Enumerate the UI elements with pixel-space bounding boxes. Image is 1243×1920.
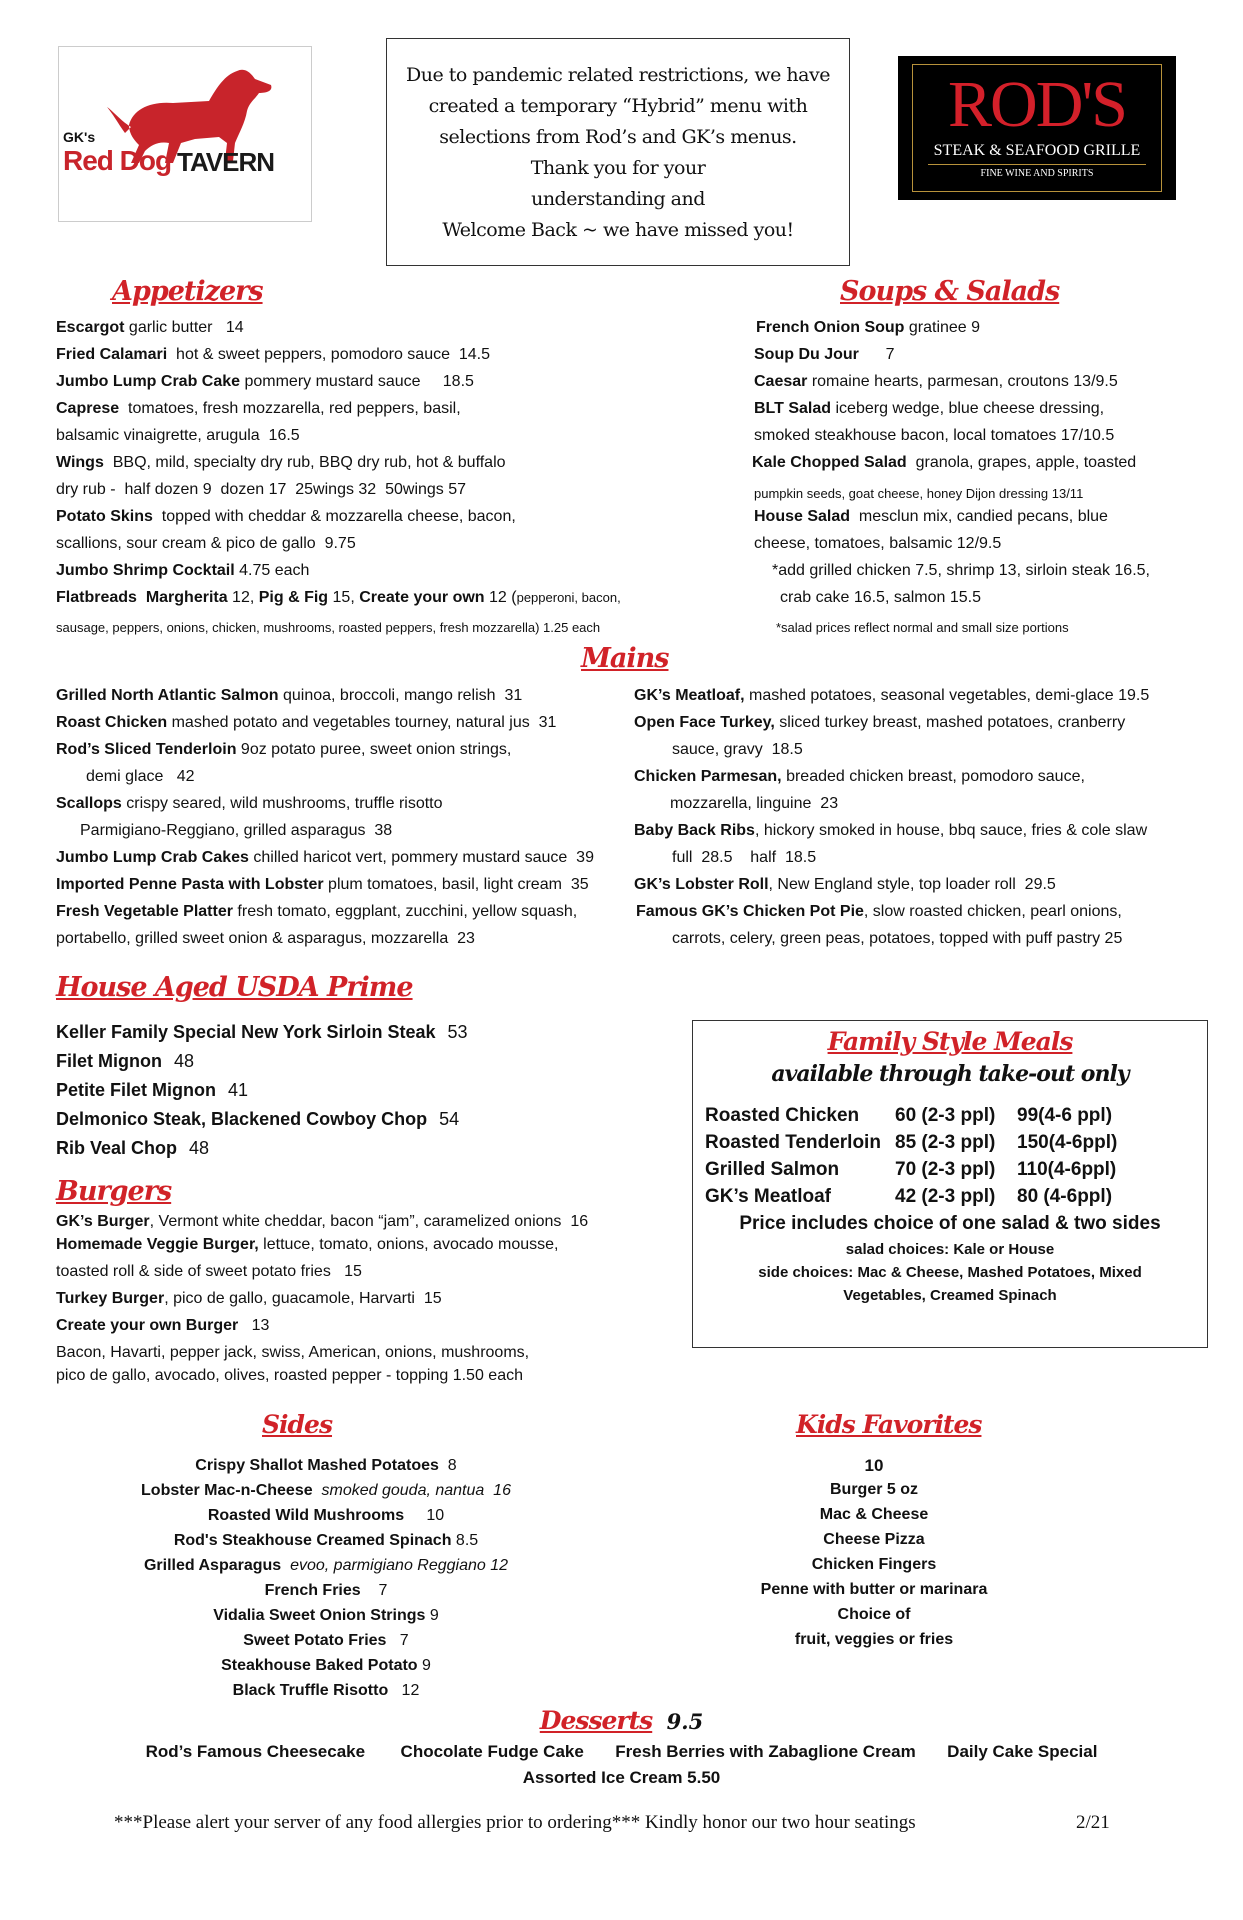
red-dog-icon <box>59 47 311 221</box>
menu-date: 2/21 <box>1076 1812 1110 1833</box>
desserts-title: Desserts <box>539 1706 653 1735</box>
kids-item: Burger 5 oz <box>829 1481 918 1498</box>
prime-item-name: Petite Filet Mignon <box>56 1080 216 1100</box>
item-name: Jumbo Shrimp Cocktail <box>56 562 235 579</box>
item-desc: granola, grapes, apple, toasted <box>906 454 1137 471</box>
item-desc: 7 <box>386 1632 409 1649</box>
family-salad-choices: salad choices: Kale or House <box>845 1241 1055 1258</box>
item-name: Steakhouse Baked Potato <box>221 1657 418 1674</box>
item-name: House Salad <box>754 508 851 525</box>
item-name: Caesar <box>754 373 808 390</box>
side-item <box>0 1631 652 1651</box>
item-desc: tomatoes, fresh mozzarella, red peppers, basil, <box>119 400 461 417</box>
item-desc: crispy seared, wild mushrooms, truffle risotto <box>121 795 443 812</box>
prime-item-name: Keller Family Special New York Sirloin Steak <box>56 1022 436 1042</box>
item-desc: plum tomatoes, basil, light cream 35 <box>323 876 589 893</box>
item-name: Rod's Steakhouse Creamed Spinach <box>173 1532 452 1549</box>
desserts-items <box>0 1742 1243 1762</box>
item-desc: 9oz potato puree, sweet onion strings, <box>236 741 512 758</box>
item-name: Roast Chicken <box>56 714 168 731</box>
prime-item-price: 48 <box>173 1051 195 1071</box>
flatbreads-line <box>56 588 621 608</box>
kids-item: Choice of <box>837 1606 911 1623</box>
soup-salad-line <box>754 507 1108 527</box>
side-item <box>0 1606 652 1626</box>
item-desc: sliced turkey breast, mashed potatoes, cranberry <box>774 714 1126 731</box>
prime-item <box>56 1080 248 1101</box>
side-item <box>0 1681 652 1701</box>
item-name: GK’s Meatloaf, <box>634 687 745 704</box>
appetizer-line <box>56 399 461 419</box>
logo-rods-name: ROD'S <box>948 68 1126 141</box>
family-style-box <box>692 1020 1208 1348</box>
burgers-title: Burgers <box>56 1176 172 1207</box>
soup-salad-line <box>752 453 1136 473</box>
dessert-item: Fresh Berries with Zabaglione Cream <box>615 1742 916 1761</box>
item-name: Escargot <box>56 319 125 336</box>
main-line <box>56 713 556 733</box>
main-line <box>80 821 392 841</box>
prime-item <box>56 1109 459 1130</box>
side-item <box>0 1456 652 1476</box>
logo-rods-line1: STEAK & SEAFOOD GRILLE <box>933 142 1141 159</box>
pandemic-notice <box>386 38 850 266</box>
item-name: Chicken Parmesan, <box>634 768 782 785</box>
family-meal-small: 60 (2-3 ppl) <box>895 1105 996 1126</box>
item-desc: balsamic vinaigrette, arugula 16.5 <box>56 427 300 444</box>
item-desc: chilled haricot vert, pommery mustard sauce 39 <box>248 849 594 866</box>
burger-line <box>56 1366 523 1386</box>
item-name: Imported Penne Pasta with Lobster <box>56 876 324 893</box>
item-desc: mesclun mix, candied pecans, blue <box>850 508 1108 525</box>
main-line <box>670 794 838 814</box>
burger-line <box>56 1235 558 1255</box>
item-desc: , hickory smoked in house, bbq sauce, fries & cole slaw <box>754 822 1148 839</box>
item-name: BLT Salad <box>754 400 832 417</box>
item-name: French Onion Soup <box>756 319 905 336</box>
item-desc: hot & sweet peppers, pomodoro sauce 14.5 <box>167 346 491 363</box>
flatbread-name: Margherita <box>145 589 228 606</box>
item-desc: , slow roasted chicken, pearl onions, <box>863 903 1122 920</box>
kids-price: 10 <box>864 1456 884 1475</box>
item-desc: topped with cheddar & mozzarella cheese, bacon, <box>152 508 516 525</box>
family-subtitle: available through take-out only <box>771 1061 1129 1087</box>
flatbreads-line-2: sausage, peppers, onions, chicken, mushrooms, roasted peppers, fresh mozzarella) 1.25 each <box>56 620 601 635</box>
item-name: Fried Calamari <box>56 346 168 363</box>
item-desc: demi glace 42 <box>86 768 195 785</box>
kids-item: fruit, veggies or fries <box>794 1631 954 1648</box>
appetizer-line <box>56 534 356 554</box>
main-line <box>634 767 1085 787</box>
appetizer-line <box>56 453 506 473</box>
family-meal-large: 80 (4-6ppl) <box>1017 1186 1113 1207</box>
item-name: Vidalia Sweet Onion Strings <box>213 1607 426 1624</box>
main-line <box>634 686 1149 706</box>
dessert-item: Rod’s Famous Cheesecake <box>145 1742 366 1761</box>
item-desc: 7 <box>858 346 895 363</box>
item-name: Scallops <box>56 795 122 812</box>
item-desc: 9 <box>425 1607 439 1624</box>
prime-item-price: 54 <box>439 1109 460 1129</box>
item-desc: BBQ, mild, specialty dry rub, BBQ dry rub, hot & buffalo <box>103 454 506 471</box>
appetizer-line <box>56 480 466 500</box>
allergy-note: ***Please alert your server of any food allergies prior to ordering*** Kindly honor our two hour seatings <box>114 1812 916 1833</box>
soup-salad-line <box>772 561 1150 581</box>
flatbread-detail: 12 ( <box>484 589 517 606</box>
kids-item: Cheese Pizza <box>823 1531 925 1548</box>
kids-title: Kids Favorites <box>796 1410 982 1439</box>
prime-item <box>56 1138 209 1159</box>
appetizer-line <box>56 372 474 392</box>
family-meal-small: 42 (2-3 ppl) <box>895 1186 996 1207</box>
item-desc: dry rub - half dozen 9 dozen 17 25wings 32 50wings 57 <box>56 481 467 498</box>
item-desc: romaine hearts, parmesan, croutons 13/9.5 <box>807 373 1118 390</box>
soup-salad-line <box>754 399 1104 419</box>
soup-salad-line <box>754 534 1001 554</box>
family-title: Family Style Meals <box>827 1027 1073 1056</box>
item-desc: carrots, celery, green peas, potatoes, topped with puff pastry 25 <box>672 930 1123 947</box>
kids-item: Chicken Fingers <box>811 1556 937 1573</box>
burger-line <box>56 1262 362 1282</box>
item-name: Create your own Burger <box>56 1317 239 1334</box>
item-desc: smoked steakhouse bacon, local tomatoes 17/10.5 <box>754 427 1115 444</box>
item-desc: 8.5 <box>451 1532 479 1549</box>
item-desc: fresh tomato, eggplant, zucchini, yellow squash, <box>232 903 578 920</box>
item-desc: 7 <box>360 1582 388 1599</box>
side-item <box>0 1481 652 1501</box>
item-desc: 4.75 each <box>234 562 310 579</box>
item-desc: *add grilled chicken 7.5, shrimp 13, sirloin steak 16.5, <box>772 562 1150 579</box>
family-side-choices-2: Vegetables, Creamed Spinach <box>843 1287 1057 1304</box>
main-line <box>634 713 1125 733</box>
notice-line: selections from Rod’s and GK’s menus. <box>439 126 797 148</box>
prime-item-name: Delmonico Steak, Blackened Cowboy Chop <box>56 1109 428 1129</box>
notice-line: understanding and <box>531 188 705 210</box>
flatbread-detail: pepperoni, bacon, <box>516 590 621 605</box>
flatbread-name: Flatbreads <box>56 589 137 606</box>
item-desc: garlic butter 14 <box>124 319 244 336</box>
notice-line: Due to pandemic related restrictions, we have <box>406 64 830 86</box>
item-desc: , New England style, top loader roll 29.5 <box>768 876 1056 893</box>
flatbread-detail: 12, <box>227 589 259 606</box>
main-line <box>56 794 443 814</box>
desserts-header <box>0 1706 1243 1735</box>
desserts-extra: Assorted Ice Cream 5.50 <box>522 1768 721 1787</box>
item-desc: quinoa, broccoli, mango relish 31 <box>278 687 523 704</box>
item-name: Baby Back Ribs <box>634 822 755 839</box>
item-desc: , Vermont white cheddar, bacon “jam”, caramelized onions 16 <box>149 1213 589 1230</box>
logo-rods-line2: FINE WINE AND SPIRITS <box>980 168 1094 179</box>
soup-salad-line <box>754 345 894 365</box>
salad-note: *salad prices reflect normal and small size portions <box>776 620 1069 635</box>
item-detail: evoo, parmigiano Reggiano 12 <box>281 1557 509 1574</box>
notice-line: created a temporary “Hybrid” menu with <box>428 95 808 117</box>
soup-salad-line <box>780 588 981 608</box>
prime-title: House Aged USDA Prime <box>56 972 413 1003</box>
item-desc: 10 <box>404 1507 445 1524</box>
kids-item: Penne with butter or marinara <box>760 1581 988 1598</box>
item-desc: 12 <box>388 1682 420 1699</box>
burger-line <box>56 1343 529 1363</box>
burger-line <box>56 1289 442 1309</box>
desserts-price: 9.5 <box>666 1709 704 1734</box>
side-item <box>0 1506 652 1526</box>
appetizer-line <box>56 345 490 365</box>
appetizer-line <box>56 561 309 581</box>
item-name: Rod’s Sliced Tenderloin <box>56 741 237 758</box>
item-desc: portabello, grilled sweet onion & asparagus, mozzarella 23 <box>56 930 475 947</box>
item-desc: mashed potatoes, seasonal vegetables, demi-glace 19.5 <box>744 687 1150 704</box>
main-line <box>672 740 803 760</box>
prime-item <box>56 1051 194 1072</box>
logo-divider <box>928 164 1146 165</box>
main-line <box>634 875 1056 895</box>
prime-item-price: 48 <box>189 1138 210 1158</box>
family-meal-name: Roasted Chicken <box>705 1105 860 1126</box>
main-line <box>56 929 475 949</box>
family-meal-large: 99(4-6 ppl) <box>1017 1105 1113 1126</box>
item-desc: 9 <box>417 1657 431 1674</box>
item-desc: mashed potato and vegetables tourney, natural jus 31 <box>167 714 557 731</box>
item-desc: iceberg wedge, blue cheese dressing, <box>831 400 1105 417</box>
main-line <box>86 767 195 787</box>
prime-item-price: 53 <box>447 1022 468 1042</box>
red-dog-tavern-logo <box>58 46 312 222</box>
flatbread-name: Pig & Fig <box>258 589 329 606</box>
main-line <box>56 740 511 760</box>
item-desc: gratinee 9 <box>904 319 981 336</box>
burger-line <box>56 1212 588 1232</box>
item-desc: 13 <box>238 1317 270 1334</box>
item-desc: Parmigiano-Reggiano, grilled asparagus 38 <box>80 822 393 839</box>
soup-salad-line <box>756 318 980 338</box>
main-line <box>634 821 1147 841</box>
item-desc: , pico de gallo, guacamole, Harvarti 15 <box>164 1290 442 1307</box>
item-name: French Fries <box>264 1582 361 1599</box>
item-name: Fresh Vegetable Platter <box>56 903 233 920</box>
side-item <box>0 1581 652 1601</box>
main-line <box>56 686 522 706</box>
family-meal-small: 70 (2-3 ppl) <box>895 1159 996 1180</box>
item-name: Potato Skins <box>56 508 153 525</box>
side-item <box>0 1531 652 1551</box>
side-item <box>0 1656 652 1676</box>
item-name: Roasted Wild Mushrooms <box>207 1507 405 1524</box>
item-name: Caprese <box>56 400 120 417</box>
item-detail: smoked gouda, nantua 16 <box>312 1482 511 1499</box>
mains-title: Mains <box>581 643 669 674</box>
item-desc: scallions, sour cream & pico de gallo 9.75 <box>56 535 356 552</box>
main-line <box>672 848 816 868</box>
item-name: Black Truffle Risotto <box>232 1682 389 1699</box>
soup-salad-line <box>754 426 1114 446</box>
item-desc: toasted roll & side of sweet potato fries 15 <box>56 1263 362 1280</box>
item-name: Grilled Asparagus <box>143 1557 282 1574</box>
flatbread-detail <box>137 589 146 606</box>
family-meal-name: Roasted Tenderloin <box>705 1132 881 1153</box>
family-meal-small: 85 (2-3 ppl) <box>895 1132 996 1153</box>
kale-salad-line-2: pumpkin seeds, goat cheese, honey Dijon dressing 13/11 <box>754 486 1084 501</box>
item-desc: mozzarella, linguine 23 <box>670 795 839 812</box>
main-line <box>672 929 1122 949</box>
item-name: Open Face Turkey, <box>634 714 775 731</box>
main-line <box>56 902 577 922</box>
soup-salad-line <box>754 372 1118 392</box>
item-desc: 8 <box>438 1457 457 1474</box>
main-line <box>636 902 1122 922</box>
appetizers-title: Appetizers <box>112 276 263 307</box>
family-meal-name: Grilled Salmon <box>705 1159 840 1180</box>
item-desc: breaded chicken breast, pomodoro sauce, <box>781 768 1085 785</box>
family-price-note: Price includes choice of one salad & two sides <box>739 1213 1161 1234</box>
appetizer-line <box>56 426 300 446</box>
logo-gks: GK's <box>63 129 96 145</box>
main-line <box>56 875 589 895</box>
item-desc: full 28.5 half 18.5 <box>672 849 817 866</box>
family-meal-large: 110(4-6ppl) <box>1017 1159 1117 1180</box>
rods-logo <box>898 56 1176 200</box>
item-name: GK’s Burger <box>56 1213 150 1230</box>
item-name: Sweet Potato Fries <box>243 1632 387 1649</box>
item-name: GK’s Lobster Roll <box>634 876 769 893</box>
item-name: Wings <box>56 454 104 471</box>
item-desc: crab cake 16.5, salmon 15.5 <box>780 589 982 606</box>
side-item <box>0 1556 652 1576</box>
appetizer-line <box>56 318 244 338</box>
item-name: Crispy Shallot Mashed Potatoes <box>195 1457 439 1474</box>
item-desc: pico de gallo, avocado, olives, roasted pepper - topping 1.50 each <box>56 1367 523 1384</box>
prime-item-price: 41 <box>228 1080 249 1100</box>
item-name: Kale Chopped Salad <box>752 454 907 471</box>
item-desc: sauce, gravy 18.5 <box>672 741 803 758</box>
flatbread-name: Create your own <box>359 589 485 606</box>
dessert-item: Chocolate Fudge Cake <box>400 1742 584 1761</box>
item-desc: lettuce, tomato, onions, avocado mousse, <box>258 1236 559 1253</box>
logo-red-dog: Red Dog <box>63 145 172 176</box>
item-name: Turkey Burger <box>56 1290 165 1307</box>
item-name: Famous GK’s Chicken Pot Pie <box>636 903 864 920</box>
item-desc: cheese, tomatoes, balsamic 12/9.5 <box>754 535 1002 552</box>
logo-tavern: TAVERN <box>177 147 275 177</box>
item-name: Jumbo Lump Crab Cake <box>56 373 241 390</box>
burger-line <box>56 1316 269 1336</box>
item-name: Homemade Veggie Burger, <box>56 1236 259 1253</box>
family-meal-large: 150(4-6ppl) <box>1017 1132 1118 1153</box>
item-name: Lobster Mac-n-Cheese <box>141 1482 313 1499</box>
flatbread-detail: 15, <box>328 589 360 606</box>
prime-item-name: Rib Veal Chop <box>56 1138 178 1158</box>
item-name: Soup Du Jour <box>754 346 859 363</box>
soups-salads-title: Soups & Salads <box>840 276 1060 307</box>
item-name: Jumbo Lump Crab Cakes <box>56 849 249 866</box>
family-meal-name: GK’s Meatloaf <box>705 1186 831 1207</box>
kids-item: Mac & Cheese <box>819 1506 929 1523</box>
notice-line: Thank you for your <box>530 157 706 179</box>
sides-title: Sides <box>262 1410 333 1439</box>
item-desc: Bacon, Havarti, pepper jack, swiss, American, onions, mushrooms, <box>56 1344 530 1361</box>
prime-item <box>56 1022 468 1043</box>
notice-line: Welcome Back ~ we have missed you! <box>442 219 794 241</box>
dessert-item: Daily Cake Special <box>947 1742 1098 1761</box>
prime-item-name: Filet Mignon <box>56 1051 162 1071</box>
appetizer-line <box>56 507 516 527</box>
item-name: Grilled North Atlantic Salmon <box>56 687 279 704</box>
family-side-choices: side choices: Mac & Cheese, Mashed Potatoes, Mixed <box>758 1264 1142 1281</box>
item-desc: pommery mustard sauce 18.5 <box>240 373 474 390</box>
main-line <box>56 848 594 868</box>
